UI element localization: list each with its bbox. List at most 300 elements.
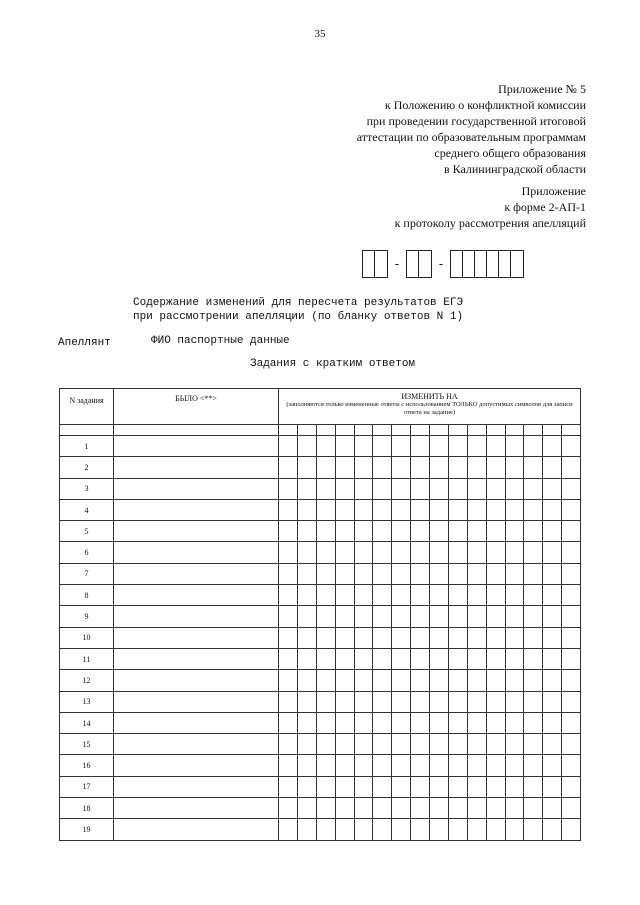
change-answer-cell[interactable] [430,585,449,606]
change-answer-cell[interactable] [486,691,505,712]
change-answer-cell[interactable] [486,648,505,669]
change-answer-cell[interactable] [316,585,335,606]
change-answer-cell[interactable] [562,776,581,797]
change-answer-cell[interactable] [543,521,562,542]
change-answer-cell[interactable] [467,457,486,478]
change-answer-cell[interactable] [505,457,524,478]
change-answer-cell[interactable] [467,563,486,584]
change-answer-cell[interactable] [486,542,505,563]
change-answer-cell[interactable] [279,521,298,542]
change-answer-cell[interactable] [524,670,543,691]
change-answer-cell[interactable] [392,478,411,499]
change-answer-cell[interactable] [562,457,581,478]
change-answer-cell[interactable] [411,606,430,627]
change-answer-cell[interactable] [279,457,298,478]
change-answer-cell[interactable] [505,627,524,648]
was-answer-cell[interactable] [114,691,279,712]
change-answer-cell[interactable] [524,499,543,520]
change-answer-cell[interactable] [505,521,524,542]
change-answer-cell[interactable] [316,627,335,648]
change-answer-cell[interactable] [335,670,354,691]
change-answer-cell[interactable] [467,670,486,691]
change-answer-cell[interactable] [562,755,581,776]
was-answer-cell[interactable] [114,755,279,776]
change-answer-cell[interactable] [279,563,298,584]
change-answer-cell[interactable] [373,627,392,648]
change-answer-cell[interactable] [448,478,467,499]
change-answer-cell[interactable] [448,606,467,627]
change-answer-cell[interactable] [335,436,354,457]
change-answer-cell[interactable] [467,627,486,648]
change-answer-cell[interactable] [279,585,298,606]
change-answer-cell[interactable] [562,499,581,520]
change-answer-cell[interactable] [486,734,505,755]
change-answer-cell[interactable] [430,734,449,755]
was-answer-cell[interactable] [114,606,279,627]
change-answer-cell[interactable] [335,627,354,648]
change-answer-cell[interactable] [543,542,562,563]
change-answer-cell[interactable] [316,563,335,584]
change-answer-cell[interactable] [316,819,335,840]
change-answer-cell[interactable] [373,648,392,669]
change-answer-cell[interactable] [486,563,505,584]
change-answer-cell[interactable] [297,627,316,648]
change-answer-cell[interactable] [543,648,562,669]
change-answer-cell[interactable] [297,755,316,776]
change-answer-cell[interactable] [430,478,449,499]
change-answer-cell[interactable] [505,606,524,627]
change-answer-cell[interactable] [448,734,467,755]
change-answer-cell[interactable] [392,819,411,840]
change-answer-cell[interactable] [562,585,581,606]
change-answer-cell[interactable] [562,521,581,542]
change-answer-cell[interactable] [297,798,316,819]
change-answer-cell[interactable] [279,691,298,712]
change-answer-cell[interactable] [373,755,392,776]
change-answer-cell[interactable] [392,499,411,520]
change-answer-cell[interactable] [335,648,354,669]
change-answer-cell[interactable] [543,712,562,733]
change-answer-cell[interactable] [524,648,543,669]
change-answer-cell[interactable] [297,563,316,584]
change-answer-cell[interactable] [297,436,316,457]
change-answer-cell[interactable] [543,563,562,584]
change-answer-cell[interactable] [486,585,505,606]
change-answer-cell[interactable] [543,691,562,712]
change-answer-cell[interactable] [411,648,430,669]
change-answer-cell[interactable] [373,734,392,755]
change-answer-cell[interactable] [562,734,581,755]
change-answer-cell[interactable] [543,819,562,840]
change-answer-cell[interactable] [373,606,392,627]
was-answer-cell[interactable] [114,627,279,648]
change-answer-cell[interactable] [297,457,316,478]
change-answer-cell[interactable] [486,436,505,457]
code-group-2[interactable] [406,250,432,278]
change-answer-cell[interactable] [562,648,581,669]
change-answer-cell[interactable] [448,542,467,563]
change-answer-cell[interactable] [467,776,486,797]
change-answer-cell[interactable] [430,670,449,691]
change-answer-cell[interactable] [430,776,449,797]
was-answer-cell[interactable] [114,776,279,797]
change-answer-cell[interactable] [411,712,430,733]
change-answer-cell[interactable] [505,563,524,584]
change-answer-cell[interactable] [448,436,467,457]
was-answer-cell[interactable] [114,819,279,840]
change-answer-cell[interactable] [279,648,298,669]
change-answer-cell[interactable] [543,457,562,478]
change-answer-cell[interactable] [392,734,411,755]
change-answer-cell[interactable] [524,734,543,755]
change-answer-cell[interactable] [279,478,298,499]
change-answer-cell[interactable] [316,734,335,755]
change-answer-cell[interactable] [297,776,316,797]
change-answer-cell[interactable] [562,436,581,457]
change-answer-cell[interactable] [562,606,581,627]
change-answer-cell[interactable] [335,606,354,627]
change-answer-cell[interactable] [392,648,411,669]
change-answer-cell[interactable] [505,585,524,606]
change-answer-cell[interactable] [562,627,581,648]
change-answer-cell[interactable] [354,734,373,755]
change-answer-cell[interactable] [505,691,524,712]
was-answer-cell[interactable] [114,542,279,563]
change-answer-cell[interactable] [467,798,486,819]
change-answer-cell[interactable] [448,691,467,712]
change-answer-cell[interactable] [279,499,298,520]
change-answer-cell[interactable] [411,670,430,691]
change-answer-cell[interactable] [543,585,562,606]
change-answer-cell[interactable] [505,819,524,840]
change-answer-cell[interactable] [373,478,392,499]
change-answer-cell[interactable] [524,819,543,840]
change-answer-cell[interactable] [524,436,543,457]
change-answer-cell[interactable] [354,478,373,499]
change-answer-cell[interactable] [430,457,449,478]
change-answer-cell[interactable] [297,648,316,669]
change-answer-cell[interactable] [543,606,562,627]
change-answer-cell[interactable] [279,542,298,563]
change-answer-cell[interactable] [373,691,392,712]
change-answer-cell[interactable] [279,670,298,691]
change-answer-cell[interactable] [430,755,449,776]
change-answer-cell[interactable] [335,819,354,840]
change-answer-cell[interactable] [392,436,411,457]
change-answer-cell[interactable] [373,499,392,520]
change-answer-cell[interactable] [392,606,411,627]
change-answer-cell[interactable] [392,670,411,691]
change-answer-cell[interactable] [354,670,373,691]
change-answer-cell[interactable] [373,819,392,840]
change-answer-cell[interactable] [524,712,543,733]
change-answer-cell[interactable] [335,776,354,797]
change-answer-cell[interactable] [505,670,524,691]
change-answer-cell[interactable] [316,521,335,542]
was-answer-cell[interactable] [114,563,279,584]
change-answer-cell[interactable] [430,691,449,712]
change-answer-cell[interactable] [411,776,430,797]
change-answer-cell[interactable] [392,755,411,776]
change-answer-cell[interactable] [411,542,430,563]
change-answer-cell[interactable] [335,798,354,819]
change-answer-cell[interactable] [411,798,430,819]
change-answer-cell[interactable] [448,712,467,733]
change-answer-cell[interactable] [316,648,335,669]
was-answer-cell[interactable] [114,436,279,457]
was-answer-cell[interactable] [114,712,279,733]
change-answer-cell[interactable] [467,521,486,542]
change-answer-cell[interactable] [430,563,449,584]
change-answer-cell[interactable] [279,798,298,819]
change-answer-cell[interactable] [524,563,543,584]
change-answer-cell[interactable] [297,691,316,712]
was-answer-cell[interactable] [114,648,279,669]
change-answer-cell[interactable] [354,691,373,712]
change-answer-cell[interactable] [448,776,467,797]
change-answer-cell[interactable] [373,585,392,606]
change-answer-cell[interactable] [316,755,335,776]
change-answer-cell[interactable] [392,563,411,584]
change-answer-cell[interactable] [373,798,392,819]
change-answer-cell[interactable] [467,542,486,563]
change-answer-cell[interactable] [467,585,486,606]
change-answer-cell[interactable] [486,606,505,627]
change-answer-cell[interactable] [524,521,543,542]
change-answer-cell[interactable] [448,627,467,648]
change-answer-cell[interactable] [392,542,411,563]
change-answer-cell[interactable] [505,755,524,776]
change-answer-cell[interactable] [411,627,430,648]
change-answer-cell[interactable] [543,798,562,819]
change-answer-cell[interactable] [316,670,335,691]
change-answer-cell[interactable] [430,521,449,542]
change-answer-cell[interactable] [430,542,449,563]
change-answer-cell[interactable] [411,691,430,712]
change-answer-cell[interactable] [354,648,373,669]
change-answer-cell[interactable] [524,776,543,797]
change-answer-cell[interactable] [354,457,373,478]
change-answer-cell[interactable] [354,712,373,733]
change-answer-cell[interactable] [316,499,335,520]
change-answer-cell[interactable] [467,755,486,776]
change-answer-cell[interactable] [279,734,298,755]
code-group-3[interactable] [450,250,524,278]
change-answer-cell[interactable] [392,521,411,542]
code-group-1[interactable] [362,250,388,278]
change-answer-cell[interactable] [297,585,316,606]
change-answer-cell[interactable] [448,648,467,669]
change-answer-cell[interactable] [543,734,562,755]
change-answer-cell[interactable] [448,819,467,840]
change-answer-cell[interactable] [335,585,354,606]
change-answer-cell[interactable] [316,712,335,733]
was-answer-cell[interactable] [114,478,279,499]
change-answer-cell[interactable] [448,798,467,819]
change-answer-cell[interactable] [335,457,354,478]
change-answer-cell[interactable] [354,499,373,520]
change-answer-cell[interactable] [335,521,354,542]
change-answer-cell[interactable] [392,457,411,478]
change-answer-cell[interactable] [354,542,373,563]
change-answer-cell[interactable] [467,478,486,499]
change-answer-cell[interactable] [279,776,298,797]
change-answer-cell[interactable] [411,585,430,606]
change-answer-cell[interactable] [316,691,335,712]
change-answer-cell[interactable] [297,606,316,627]
change-answer-cell[interactable] [430,798,449,819]
change-answer-cell[interactable] [524,457,543,478]
change-answer-cell[interactable] [373,712,392,733]
change-answer-cell[interactable] [524,798,543,819]
change-answer-cell[interactable] [316,776,335,797]
change-answer-cell[interactable] [562,670,581,691]
change-answer-cell[interactable] [524,585,543,606]
change-answer-cell[interactable] [505,734,524,755]
change-answer-cell[interactable] [279,819,298,840]
change-answer-cell[interactable] [505,798,524,819]
change-answer-cell[interactable] [562,478,581,499]
change-answer-cell[interactable] [354,627,373,648]
change-answer-cell[interactable] [411,457,430,478]
change-answer-cell[interactable] [335,712,354,733]
change-answer-cell[interactable] [411,499,430,520]
change-answer-cell[interactable] [279,627,298,648]
change-answer-cell[interactable] [467,606,486,627]
change-answer-cell[interactable] [297,670,316,691]
change-answer-cell[interactable] [354,563,373,584]
change-answer-cell[interactable] [373,670,392,691]
change-answer-cell[interactable] [505,542,524,563]
change-answer-cell[interactable] [562,542,581,563]
change-answer-cell[interactable] [524,542,543,563]
change-answer-cell[interactable] [486,712,505,733]
change-answer-cell[interactable] [448,755,467,776]
change-answer-cell[interactable] [505,499,524,520]
change-answer-cell[interactable] [543,776,562,797]
was-answer-cell[interactable] [114,499,279,520]
change-answer-cell[interactable] [411,819,430,840]
change-answer-cell[interactable] [316,606,335,627]
change-answer-cell[interactable] [543,499,562,520]
change-answer-cell[interactable] [448,670,467,691]
change-answer-cell[interactable] [486,776,505,797]
change-answer-cell[interactable] [411,734,430,755]
change-answer-cell[interactable] [543,627,562,648]
change-answer-cell[interactable] [486,670,505,691]
change-answer-cell[interactable] [335,563,354,584]
change-answer-cell[interactable] [467,712,486,733]
change-answer-cell[interactable] [335,499,354,520]
change-answer-cell[interactable] [392,691,411,712]
change-answer-cell[interactable] [411,563,430,584]
change-answer-cell[interactable] [279,606,298,627]
change-answer-cell[interactable] [562,819,581,840]
change-answer-cell[interactable] [335,691,354,712]
change-answer-cell[interactable] [411,755,430,776]
change-answer-cell[interactable] [354,798,373,819]
change-answer-cell[interactable] [354,521,373,542]
change-answer-cell[interactable] [486,819,505,840]
change-answer-cell[interactable] [373,563,392,584]
change-answer-cell[interactable] [562,563,581,584]
change-answer-cell[interactable] [411,436,430,457]
change-answer-cell[interactable] [335,542,354,563]
change-answer-cell[interactable] [297,734,316,755]
change-answer-cell[interactable] [467,819,486,840]
change-answer-cell[interactable] [486,755,505,776]
change-answer-cell[interactable] [430,712,449,733]
change-answer-cell[interactable] [354,436,373,457]
was-answer-cell[interactable] [114,585,279,606]
change-answer-cell[interactable] [505,436,524,457]
change-answer-cell[interactable] [411,478,430,499]
change-answer-cell[interactable] [392,712,411,733]
change-answer-cell[interactable] [392,798,411,819]
change-answer-cell[interactable] [297,542,316,563]
change-answer-cell[interactable] [373,521,392,542]
change-answer-cell[interactable] [505,648,524,669]
change-answer-cell[interactable] [486,521,505,542]
change-answer-cell[interactable] [524,691,543,712]
change-answer-cell[interactable] [279,755,298,776]
change-answer-cell[interactable] [467,734,486,755]
change-answer-cell[interactable] [467,436,486,457]
change-answer-cell[interactable] [316,478,335,499]
change-answer-cell[interactable] [316,542,335,563]
change-answer-cell[interactable] [392,585,411,606]
was-answer-cell[interactable] [114,798,279,819]
change-answer-cell[interactable] [297,521,316,542]
change-answer-cell[interactable] [373,436,392,457]
change-answer-cell[interactable] [392,776,411,797]
change-answer-cell[interactable] [467,499,486,520]
change-answer-cell[interactable] [335,755,354,776]
change-answer-cell[interactable] [524,627,543,648]
change-answer-cell[interactable] [373,542,392,563]
change-answer-cell[interactable] [354,755,373,776]
change-answer-cell[interactable] [354,585,373,606]
change-answer-cell[interactable] [297,712,316,733]
change-answer-cell[interactable] [354,776,373,797]
change-answer-cell[interactable] [562,798,581,819]
change-answer-cell[interactable] [335,734,354,755]
change-answer-cell[interactable] [297,819,316,840]
change-answer-cell[interactable] [430,819,449,840]
change-answer-cell[interactable] [505,478,524,499]
change-answer-cell[interactable] [562,691,581,712]
change-answer-cell[interactable] [354,606,373,627]
change-answer-cell[interactable] [543,478,562,499]
was-answer-cell[interactable] [114,734,279,755]
change-answer-cell[interactable] [448,457,467,478]
change-answer-cell[interactable] [448,521,467,542]
change-answer-cell[interactable] [505,776,524,797]
change-answer-cell[interactable] [467,691,486,712]
change-answer-cell[interactable] [316,457,335,478]
change-answer-cell[interactable] [543,755,562,776]
change-answer-cell[interactable] [373,457,392,478]
change-answer-cell[interactable] [430,648,449,669]
change-answer-cell[interactable] [430,606,449,627]
change-answer-cell[interactable] [543,436,562,457]
change-answer-cell[interactable] [486,457,505,478]
was-answer-cell[interactable] [114,457,279,478]
change-answer-cell[interactable] [430,627,449,648]
change-answer-cell[interactable] [524,606,543,627]
change-answer-cell[interactable] [297,499,316,520]
change-answer-cell[interactable] [430,499,449,520]
